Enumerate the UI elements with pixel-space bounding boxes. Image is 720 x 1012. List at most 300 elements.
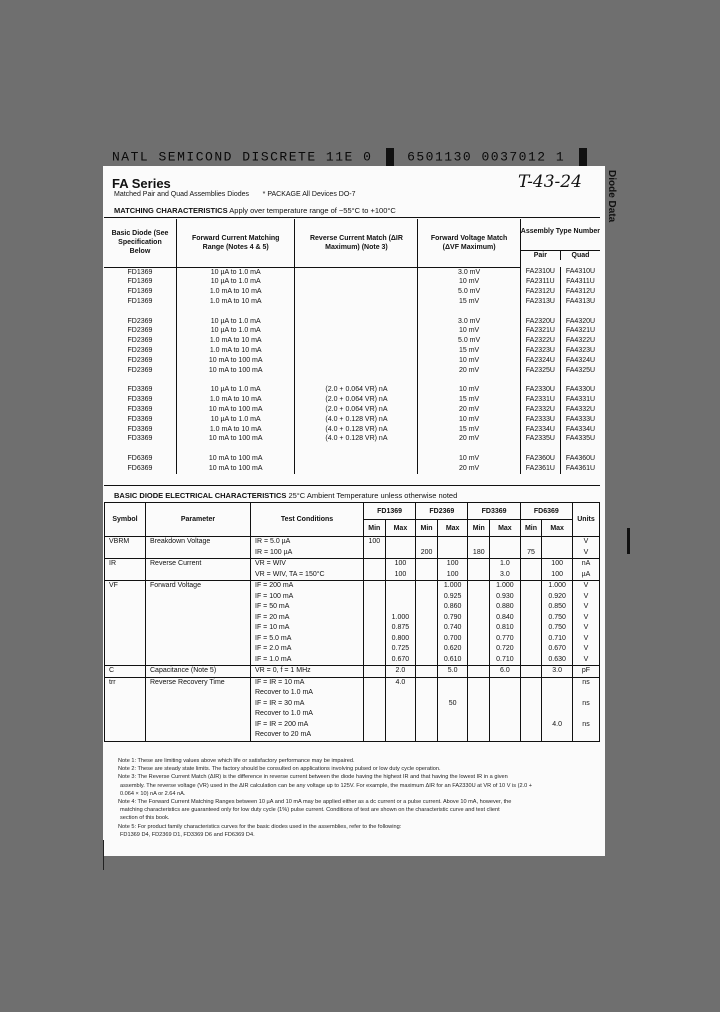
characteristics-cell	[146, 688, 251, 699]
characteristics-cell	[385, 688, 416, 699]
characteristics-cell: nA	[573, 559, 600, 570]
characteristics-cell	[385, 537, 416, 548]
matching-cell: FA2321U	[520, 326, 560, 336]
matching-cell	[560, 444, 600, 454]
note-line: Note 3: The Reverse Current Match (ΔIR) is the difference in reverse current between the diode having the highest IR and that having the lowest IR in a given	[118, 774, 508, 781]
characteristics-cell	[385, 709, 416, 720]
characteristics-cell	[573, 709, 600, 720]
characteristics-row	[105, 677, 600, 688]
matching-cell: 10 mA to 100 mA	[176, 434, 295, 444]
matching-row	[104, 267, 600, 277]
matching-cell: 5.0 mV	[418, 336, 520, 346]
col-basic: Basic Diode (See Specification Below	[104, 219, 176, 267]
characteristics-cell	[468, 634, 490, 645]
matching-cell: FD2369	[104, 326, 176, 336]
matching-row	[104, 356, 600, 366]
characteristics-cell: Capacitance (Note 5)	[146, 666, 251, 678]
characteristics-cell: 0.925	[437, 592, 468, 603]
matching-cell: FA2323U	[520, 346, 560, 356]
matching-cell	[418, 375, 520, 385]
matching-row	[104, 307, 600, 317]
matching-cell: (2.0 + 0.064 VR) nA	[295, 385, 418, 395]
characteristics-cell	[437, 688, 468, 699]
characteristics-cell	[416, 592, 438, 603]
matching-cell: FA2320U	[520, 317, 560, 327]
characteristics-cell	[364, 602, 386, 613]
characteristics-cell	[573, 688, 600, 699]
characteristics-cell	[520, 602, 542, 613]
matching-cell	[295, 307, 418, 317]
matching-row	[104, 434, 600, 444]
characteristics-cell	[105, 644, 146, 655]
characteristics-cell: IF = 10 mA	[251, 623, 364, 634]
characteristics-cell	[146, 548, 251, 559]
characteristics-cell: 100	[542, 570, 573, 581]
characteristics-cell: 0.750	[542, 623, 573, 634]
matching-cell: FA4332U	[565, 406, 596, 414]
characteristics-cell	[437, 677, 468, 688]
characteristics-cell: trr	[105, 677, 146, 688]
characteristics-row	[105, 537, 600, 548]
characteristics-cell: 1.0	[490, 559, 521, 570]
characteristics-cell	[468, 709, 490, 720]
matching-cell	[295, 366, 418, 376]
characteristics-cell	[146, 623, 251, 634]
characteristics-cell: µA	[573, 570, 600, 581]
characteristics-cell: Reverse Current	[146, 559, 251, 570]
characteristics-cell: 0.720	[490, 644, 521, 655]
matching-cell: FA4334U	[565, 425, 596, 433]
characteristics-cell	[490, 548, 521, 559]
characteristics-cell	[520, 559, 542, 570]
characteristics-cell	[105, 592, 146, 603]
characteristics-cell	[416, 602, 438, 613]
characteristics-cell: 0.875	[385, 623, 416, 634]
characteristics-cell	[105, 613, 146, 624]
col-symbol: Symbol	[105, 503, 146, 537]
characteristics-cell	[468, 730, 490, 741]
characteristics-cell	[468, 666, 490, 678]
characteristics-cell: V	[573, 613, 600, 624]
note-line: FD1369 D4, FD2369 D1, FD3369 D6 and FD6369 D4.	[120, 831, 255, 838]
characteristics-cell	[490, 677, 521, 688]
characteristics-row	[105, 644, 600, 655]
characteristics-cell	[520, 613, 542, 624]
matching-cell: FA2331U	[520, 395, 560, 405]
matching-cell: 20 mV	[418, 434, 520, 444]
characteristics-cell: IF = 200 mA	[251, 581, 364, 592]
matching-cell: 15 mV	[418, 297, 520, 307]
package-note: * PACKAGE All Devices DO-7	[262, 191, 356, 198]
characteristics-cell: IF = 2.0 mA	[251, 644, 364, 655]
rule	[104, 217, 600, 218]
characteristics-cell	[416, 644, 438, 655]
matching-cell	[295, 444, 418, 454]
matching-cell	[295, 277, 418, 287]
matching-cell: 10 µA to 1.0 mA	[176, 317, 295, 327]
matching-cell: 1.0 mA to 10 mA	[176, 297, 295, 307]
characteristics-cell: pF	[573, 666, 600, 678]
matching-cell	[295, 297, 418, 307]
characteristics-cell: 2.0	[385, 666, 416, 678]
characteristics-cell: 75	[520, 548, 542, 559]
matching-cell: FA2325U	[520, 366, 560, 376]
matching-cell: FA4310U	[565, 268, 596, 276]
characteristics-cell: V	[573, 602, 600, 613]
characteristics-cell	[520, 644, 542, 655]
matching-table	[104, 219, 600, 474]
characteristics-row	[105, 602, 600, 613]
matching-cell	[176, 375, 295, 385]
characteristics-cell	[416, 677, 438, 688]
characteristics-cell: 6.0	[490, 666, 521, 678]
characteristics-cell	[520, 623, 542, 634]
characteristics-cell: Forward Voltage	[146, 581, 251, 592]
characteristics-cell	[146, 613, 251, 624]
characteristics-cell: 0.850	[542, 602, 573, 613]
characteristics-cell	[385, 592, 416, 603]
characteristics-cell: VR = WIV	[251, 559, 364, 570]
characteristics-cell	[416, 623, 438, 634]
matching-cell: FA2333U	[520, 415, 560, 425]
characteristics-cell	[520, 537, 542, 548]
matching-cell: 1.0 mA to 10 mA	[176, 336, 295, 346]
matching-row	[104, 385, 600, 395]
matching-cell: FA2360U	[520, 454, 560, 464]
matching-cell: FA4324U	[565, 356, 596, 364]
characteristics-cell	[364, 581, 386, 592]
matching-cell	[520, 375, 560, 385]
characteristics-cell: ns	[573, 677, 600, 688]
characteristics-cell	[105, 709, 146, 720]
edge-tick	[627, 528, 630, 554]
matching-cell: FA4331U	[565, 396, 596, 404]
matching-cell: FD2369	[104, 336, 176, 346]
characteristics-cell: IR = 100 µA	[251, 548, 364, 559]
matching-cell: 15 mV	[418, 346, 520, 356]
matching-cell: FD2369	[104, 346, 176, 356]
note-line: Note 1: These are limiting values above which life or satisfactory performance may be impaired.	[118, 758, 355, 764]
characteristics-cell: 1.000	[542, 581, 573, 592]
matching-cell: FD3369	[104, 395, 176, 405]
characteristics-cell: V	[573, 655, 600, 666]
matching-cell: 10 mV	[418, 454, 520, 464]
characteristics-cell: 0.860	[437, 602, 468, 613]
col-conditions: Test Conditions	[251, 503, 364, 537]
characteristics-cell: 0.840	[490, 613, 521, 624]
characteristics-cell	[364, 613, 386, 624]
rule	[104, 485, 600, 486]
matching-cell: 10 mA to 100 mA	[176, 464, 295, 474]
characteristics-cell	[437, 720, 468, 731]
characteristics-cell: Breakdown Voltage	[146, 537, 251, 548]
characteristics-cell	[520, 634, 542, 645]
note-line: Note 2: These are steady state limits. The factory should be consulted on applications involving pulsed or low duty cycle operation.	[118, 766, 441, 773]
matching-cell: FA4361U	[565, 465, 596, 473]
matching-cell: FA4321U	[565, 327, 596, 335]
characteristics-row	[105, 688, 600, 699]
characteristics-row	[105, 623, 600, 634]
characteristics-cell: 0.610	[437, 655, 468, 666]
characteristics-cell: V	[573, 623, 600, 634]
matching-cell: FD3369	[104, 385, 176, 395]
characteristics-row	[105, 730, 600, 741]
characteristics-cell	[490, 688, 521, 699]
matching-cell: 10 mA to 100 mA	[176, 454, 295, 464]
matching-cell: 10 µA to 1.0 mA	[176, 415, 295, 425]
characteristics-row	[105, 613, 600, 624]
matching-cell: FA2330U	[520, 385, 560, 395]
characteristics-cell: V	[573, 581, 600, 592]
characteristics-cell	[416, 699, 438, 710]
matching-cell	[176, 307, 295, 317]
characteristics-cell	[490, 720, 521, 731]
characteristics-cell	[416, 730, 438, 741]
matching-cell: 10 µA to 1.0 mA	[176, 267, 295, 277]
matching-cell: 3.0 mV	[418, 317, 520, 327]
col-units: Units	[573, 503, 600, 537]
matching-cell: FA4333U	[565, 415, 596, 423]
characteristics-row	[105, 709, 600, 720]
matching-cell: FA2332U	[520, 405, 560, 415]
characteristics-cell	[146, 699, 251, 710]
characteristics-cell	[416, 570, 438, 581]
col-fd2369: FD2369	[416, 503, 468, 520]
matching-cell: FA2335U	[520, 434, 560, 444]
characteristics-cell	[468, 655, 490, 666]
matching-row	[104, 425, 600, 435]
characteristics-row	[105, 592, 600, 603]
characteristics-cell	[146, 602, 251, 613]
matching-cell: FA4311U	[566, 278, 595, 286]
col-assembly: Assembly Type Number Pair Quad	[520, 227, 600, 259]
matching-cell: (4.0 + 0.128 VR) nA	[295, 425, 418, 435]
characteristics-cell	[416, 655, 438, 666]
characteristics-cell: V	[573, 548, 600, 559]
characteristics-cell: 0.710	[490, 655, 521, 666]
characteristics-cell: 1.000	[385, 613, 416, 624]
characteristics-cell: ns	[573, 699, 600, 710]
matching-cell	[295, 336, 418, 346]
matching-cell: FA4330U	[565, 386, 596, 394]
characteristics-cell	[416, 666, 438, 678]
col-parameter: Parameter	[146, 503, 251, 537]
basic-table: Symbol Parameter Test Conditions FD1369 FD2369 FD3369 FD6369 Units Min Max Min Max Min Max Min Max VBRM Breakdown Voltage IR = 5.0 µA 100 V IR = 100 µA 200 180 75 V IR Reverse Current VR = WIV 100 100 1.0 100 nA VR = WIV, TA = 150°C 100 100 3.0 100 µA VF Forward Voltage IF = 200 mA 1.000 1.000 1.000 V IF = 100 mA 0.925 0.930 0.920 V IF = 50 mA 0.860 0.880 0.850 V IF = 20 mA 1.000 0.790 0.840 0.750 V IF = 10 mA 0.875 0.740 0.810 0.750 V IF = 5.0 mA 0.800 0.700 0.770 0.710 V IF = 2.0 mA 0.725 0.620 0.720 0.670 V IF = 1.0 mA 0.670 0.610 0.710 0.630 V C Capacitance (Note 5) VR = 0, f = 1 MHz 2.0 5.0 6.0 3.0 pF trr Reverse Recovery Time IF = IR = 10 mA 4.0 ns Recover to 1.0 mA IF = IR = 30 mA 50 ns Recover to 1.0 mA IF = IR = 200 mA 4.0 ns Recover to 20 mA	[104, 502, 600, 742]
characteristics-cell: 0.725	[385, 644, 416, 655]
footnotes	[118, 757, 600, 839]
characteristics-cell	[105, 548, 146, 559]
characteristics-cell: 0.750	[542, 613, 573, 624]
characteristics-cell	[105, 730, 146, 741]
characteristics-cell: 100	[364, 537, 386, 548]
matching-cell: 1.0 mA to 10 mA	[176, 346, 295, 356]
characteristics-cell	[416, 688, 438, 699]
characteristics-cell: 1.000	[490, 581, 521, 592]
header-code: 6501130 0037012 1	[407, 149, 566, 165]
characteristics-cell: IF = IR = 200 mA	[251, 720, 364, 731]
note-line: section of this book.	[120, 815, 170, 822]
matching-cell: FA4312U	[565, 288, 596, 296]
characteristics-cell	[437, 730, 468, 741]
characteristics-cell	[385, 548, 416, 559]
characteristics-cell: 0.700	[437, 634, 468, 645]
characteristics-cell: IF = 1.0 mA	[251, 655, 364, 666]
characteristics-cell: 0.670	[542, 644, 573, 655]
characteristics-cell	[364, 592, 386, 603]
characteristics-cell	[105, 720, 146, 731]
matching-cell: FA2312U	[520, 287, 560, 297]
characteristics-cell	[146, 644, 251, 655]
matching-row	[104, 326, 600, 336]
characteristics-cell	[416, 613, 438, 624]
matching-row	[104, 287, 600, 297]
characteristics-cell: 180	[468, 548, 490, 559]
matching-cell: 10 mA to 100 mA	[176, 366, 295, 376]
characteristics-cell	[146, 709, 251, 720]
characteristics-cell: 0.620	[437, 644, 468, 655]
characteristics-row	[105, 699, 600, 710]
characteristics-cell: 0.670	[385, 655, 416, 666]
characteristics-cell	[520, 688, 542, 699]
matching-cell: 15 mV	[418, 395, 520, 405]
matching-cell: (4.0 + 0.128 VR) nA	[295, 434, 418, 444]
matching-cell: FD3369	[104, 425, 176, 435]
matching-cell	[176, 444, 295, 454]
characteristics-cell: VR = WIV, TA = 150°C	[251, 570, 364, 581]
matching-cell: 10 mA to 100 mA	[176, 405, 295, 415]
matching-cell: FA2313U	[520, 297, 560, 307]
characteristics-cell: V	[573, 537, 600, 548]
handwritten-code: T-43-24	[518, 172, 582, 192]
matching-cell	[295, 326, 418, 336]
matching-cell: 10 µA to 1.0 mA	[176, 277, 295, 287]
matching-cell: FA2324U	[520, 356, 560, 366]
characteristics-cell: 0.630	[542, 655, 573, 666]
characteristics-cell	[364, 623, 386, 634]
note-line: matching characteristics are guaranteed only for low duty cycle (1%) pulse current. Conditions of test are shown on the characteristic curve and test client	[120, 807, 500, 814]
characteristics-cell	[468, 720, 490, 731]
header-text: NATL SEMICOND DISCRETE 11E 0	[112, 149, 373, 165]
characteristics-row	[105, 720, 600, 731]
characteristics-cell	[520, 720, 542, 731]
characteristics-cell	[542, 688, 573, 699]
characteristics-cell	[542, 677, 573, 688]
characteristics-cell	[520, 730, 542, 741]
matching-cell: FA4322U	[565, 337, 596, 345]
matching-cell: 20 mV	[418, 405, 520, 415]
matching-row	[104, 346, 600, 356]
characteristics-cell	[146, 655, 251, 666]
characteristics-cell	[364, 699, 386, 710]
matching-cell: FD1369	[104, 297, 176, 307]
matching-row	[104, 336, 600, 346]
matching-cell	[295, 267, 418, 277]
matching-cell: 3.0 mV	[418, 267, 520, 277]
matching-cell: FD2369	[104, 356, 176, 366]
characteristics-cell: 100	[385, 559, 416, 570]
col-reverse: Reverse Current Match (ΔIR Maximum) (Note 3)	[295, 219, 418, 267]
characteristics-cell	[385, 730, 416, 741]
characteristics-cell	[416, 581, 438, 592]
note-line: 0.064 × 10) nA or 2.64 nA.	[120, 790, 186, 797]
matching-cell: 1.0 mA to 10 mA	[176, 395, 295, 405]
col-fd1369: FD1369	[364, 503, 416, 520]
characteristics-cell: Recover to 1.0 mA	[251, 709, 364, 720]
characteristics-row	[105, 634, 600, 645]
characteristics-cell	[416, 720, 438, 731]
characteristics-cell: 3.0	[490, 570, 521, 581]
characteristics-cell	[364, 570, 386, 581]
characteristics-row	[105, 548, 600, 559]
matching-cell: 10 mV	[418, 277, 520, 287]
characteristics-cell	[364, 730, 386, 741]
characteristics-cell: 100	[437, 570, 468, 581]
characteristics-cell	[490, 699, 521, 710]
matching-cell: 20 mV	[418, 366, 520, 376]
characteristics-cell	[468, 602, 490, 613]
characteristics-cell	[385, 720, 416, 731]
matching-cell	[295, 287, 418, 297]
matching-cell: 10 mA to 100 mA	[176, 356, 295, 366]
matching-row	[104, 366, 600, 376]
characteristics-cell	[520, 570, 542, 581]
characteristics-cell: 0.810	[490, 623, 521, 634]
matching-cell: FD1369	[104, 287, 176, 297]
characteristics-cell	[437, 548, 468, 559]
matching-row	[104, 317, 600, 327]
matching-cell: 20 mV	[418, 464, 520, 474]
col-fvm: Forward Voltage Match (ΔVF Maximum)	[418, 219, 520, 267]
characteristics-cell	[468, 644, 490, 655]
note-line: Note 5: For product family characteristics curves for the basic diodes used in the assemblies, refer to the following:	[118, 823, 402, 830]
matching-cell: FD3369	[104, 405, 176, 415]
characteristics-cell	[364, 548, 386, 559]
matching-row	[104, 277, 600, 287]
matching-cell: 5.0 mV	[418, 287, 520, 297]
characteristics-cell: 0.710	[542, 634, 573, 645]
characteristics-cell: 200	[416, 548, 438, 559]
matching-cell	[295, 346, 418, 356]
characteristics-cell	[105, 699, 146, 710]
characteristics-cell	[146, 634, 251, 645]
matching-cell: FD2369	[104, 366, 176, 376]
characteristics-cell: 4.0	[385, 677, 416, 688]
characteristics-cell	[364, 666, 386, 678]
characteristics-cell: IR = 5.0 µA	[251, 537, 364, 548]
characteristics-cell	[468, 688, 490, 699]
characteristics-cell	[490, 730, 521, 741]
characteristics-cell	[416, 537, 438, 548]
matching-cell	[295, 317, 418, 327]
matching-row	[104, 444, 600, 454]
basic-heading: BASIC DIODE ELECTRICAL CHARACTERISTICS 25°C Ambient Temperature unless otherwise noted	[114, 491, 458, 500]
matching-cell	[295, 356, 418, 366]
characteristics-cell	[146, 730, 251, 741]
matching-row	[104, 395, 600, 405]
characteristics-cell	[520, 699, 542, 710]
matching-cell: 1.0 mA to 10 mA	[176, 425, 295, 435]
characteristics-cell: Reverse Recovery Time	[146, 677, 251, 688]
characteristics-cell: 5.0	[437, 666, 468, 678]
matching-cell: (2.0 + 0.064 VR) nA	[295, 405, 418, 415]
characteristics-cell	[364, 634, 386, 645]
characteristics-cell	[542, 699, 573, 710]
matching-cell	[295, 375, 418, 385]
characteristics-row	[105, 655, 600, 666]
characteristics-cell	[468, 623, 490, 634]
characteristics-cell	[364, 677, 386, 688]
matching-cell: FA4360U	[565, 455, 596, 463]
